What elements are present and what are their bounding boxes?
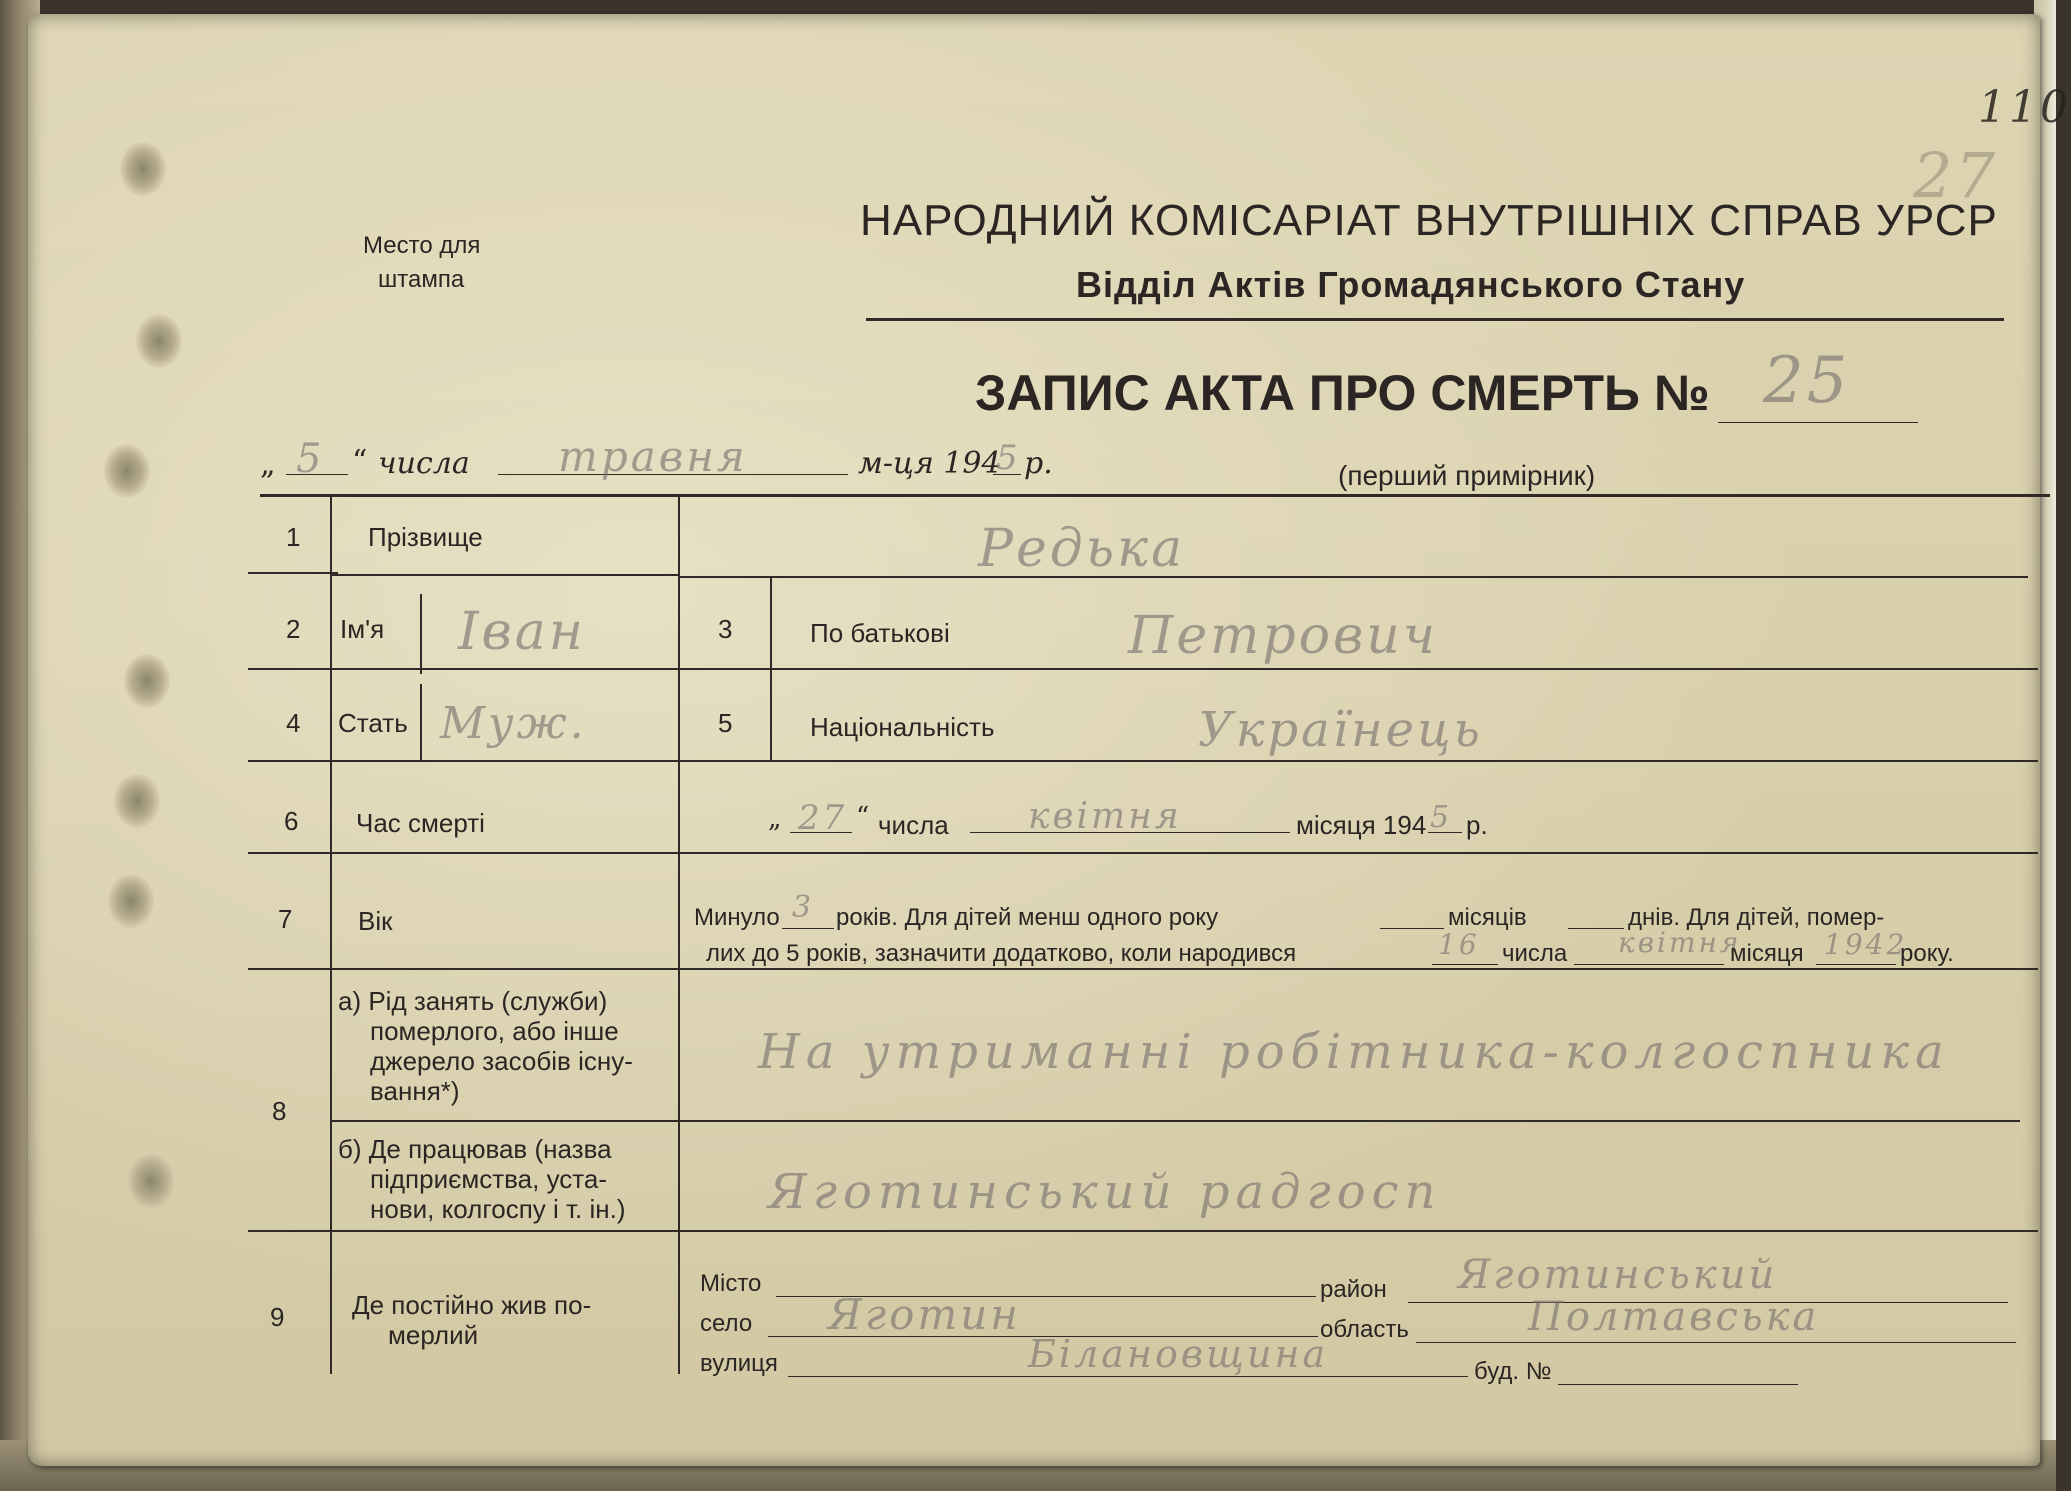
table-num-divider: [330, 494, 332, 1374]
surname-value: Редька: [978, 519, 1186, 579]
ministry-heading: НАРОДНИЙ КОМІСАРІАТ ВНУТРІШНІХ СПРАВ УРСР: [860, 196, 1998, 245]
row-number: 5: [718, 708, 733, 738]
district-value: Яготинський: [1458, 1252, 1778, 1298]
city-label: Місто: [700, 1270, 762, 1297]
punch-hole: [124, 654, 170, 708]
name-gender-divider: [420, 594, 422, 674]
house-label: буд. №: [1474, 1358, 1552, 1385]
date-quote-close: “: [352, 444, 368, 479]
street-value: Білановщина: [1028, 1332, 1329, 1376]
gender-value: Муж.: [440, 698, 587, 749]
age-years-value: 3: [792, 890, 815, 925]
born-month-line: [1574, 964, 1724, 965]
residence-label-line: Де постійно жив по-: [352, 1290, 592, 1320]
age-text: днів. Для дітей, помер-: [1628, 904, 1885, 931]
death-day-value: 27: [798, 798, 848, 838]
workplace-value: Яготинський радгосп: [768, 1164, 1442, 1220]
district-label: район: [1320, 1276, 1387, 1303]
residence-label-line: мерлий: [388, 1320, 479, 1350]
death-month-label: місяця 194: [1296, 810, 1427, 840]
stamp-place-label: Место для: [363, 232, 481, 259]
date-month-label: м-ця 194: [858, 446, 1001, 481]
stamp-place-label-2: штампа: [378, 266, 465, 293]
punch-hole: [128, 1154, 174, 1208]
row-divider: [330, 1120, 2020, 1122]
death-day-label: числа: [878, 810, 949, 840]
row-number: 3: [718, 614, 733, 644]
workplace-label-line: б) Де працював (назва: [338, 1134, 612, 1164]
nationality-value: Українець: [1198, 702, 1483, 758]
region-line: [1416, 1342, 2016, 1343]
archive-folio-mark: 110: [1978, 82, 2071, 133]
workplace-label: [338, 1134, 626, 1224]
occupation-label: [338, 986, 633, 1106]
age-label: Вік: [358, 906, 393, 936]
row-divider: [678, 576, 2028, 578]
age-text: числа: [1502, 940, 1568, 967]
row-divider: [248, 668, 2038, 670]
age-text: лих до 5 років, зазначити додатково, коли народився: [706, 940, 1297, 967]
punch-hole: [136, 314, 182, 368]
row-divider: [248, 572, 338, 574]
gender-label: Стать: [338, 708, 408, 738]
age-text: місяців: [1448, 904, 1527, 931]
occupation-value: На утриманні робітника-колгоспника: [758, 1024, 1950, 1080]
workplace-label-line: нови, колгоспу і т. ін.): [370, 1194, 626, 1224]
first-name-label: Ім'я: [340, 614, 385, 644]
age-text: місяця: [1730, 940, 1804, 967]
table-top-border: [260, 494, 2050, 497]
heading-rule: [866, 318, 2004, 321]
name-gender-divider: [420, 684, 422, 760]
date-day-value: 5: [296, 436, 325, 482]
occupation-label-line: джерело засобів існу-: [370, 1046, 633, 1076]
born-day-line: [1432, 964, 1498, 965]
date-quote-open: „: [260, 447, 276, 482]
row-divider: [248, 968, 2038, 970]
occupation-label-line: померлого, або інше: [370, 1016, 619, 1046]
region-label: область: [1320, 1316, 1409, 1343]
department-heading: Відділ Актів Громадянського Стану: [1076, 264, 1746, 305]
village-label: село: [700, 1310, 753, 1337]
death-month-value: квітня: [1028, 796, 1182, 837]
patronymic-label: По батькові: [810, 618, 950, 648]
death-time-label: Час смерті: [356, 808, 485, 838]
date-year-value: 5: [996, 438, 1021, 478]
death-quote-open: „: [768, 804, 782, 834]
street-line: [788, 1376, 1468, 1377]
punch-hole: [108, 874, 154, 928]
date-day-label: числа: [378, 446, 470, 481]
row-number: 9: [270, 1302, 285, 1332]
nationality-label: Національність: [810, 712, 995, 742]
village-value: Яготин: [828, 1290, 1021, 1339]
surname-label: Прізвище: [368, 522, 483, 552]
born-year-line: [1816, 964, 1896, 965]
row-number: 7: [278, 904, 293, 934]
table-label-divider: [678, 494, 680, 1374]
punch-hole: [120, 142, 166, 196]
age-days-line: [1568, 928, 1624, 929]
row-number: 4: [286, 708, 301, 738]
born-month-value: квітня: [1618, 926, 1742, 959]
residence-label: [352, 1290, 591, 1350]
date-month-value: травня: [558, 432, 748, 481]
age-text: Минуло: [694, 904, 780, 931]
house-line: [1558, 1384, 1798, 1385]
born-day-value: 16: [1438, 928, 1480, 961]
copy-note: (перший примірник): [1338, 460, 1596, 491]
punch-hole: [114, 774, 160, 828]
age-text: року.: [1900, 940, 1954, 967]
occupation-label-line: вання*): [370, 1076, 460, 1106]
archive-number-mark: 27: [1913, 139, 1998, 212]
age-months-line: [1380, 928, 1444, 929]
age-years-line: [782, 928, 834, 929]
record-number: 25: [1763, 344, 1851, 418]
date-year-suffix: р.: [1024, 446, 1053, 481]
row-number: 6: [284, 806, 299, 836]
age-text: років. Для дітей менш одного року: [836, 904, 1219, 931]
death-year-suffix: р.: [1466, 810, 1488, 840]
row-divider: [248, 1230, 2038, 1232]
street-label: вулиця: [700, 1350, 778, 1377]
row-number: 1: [286, 522, 301, 552]
row-number: 2: [286, 614, 301, 644]
record-number-line: [1718, 422, 1918, 423]
right-num-divider: [770, 576, 772, 760]
row-number: 8: [272, 1096, 287, 1126]
born-year-value: 1942: [1824, 928, 1908, 961]
death-record-form: [28, 14, 2071, 1466]
region-value: Полтавська: [1528, 1294, 1820, 1340]
row-divider: [248, 852, 2038, 854]
death-year-value: 5: [1430, 800, 1453, 835]
patronymic-value: Петрович: [1128, 606, 1439, 666]
row-divider: [248, 760, 2038, 762]
death-quote-close: “: [856, 802, 870, 832]
punch-hole: [104, 444, 150, 498]
row-divider: [330, 574, 680, 576]
occupation-label-line: а) Рід занять (служби): [338, 986, 608, 1016]
first-name-value: Іван: [458, 602, 587, 662]
workplace-label-line: підприємства, уста-: [370, 1164, 608, 1194]
record-title: ЗАПИС АКТА ПРО СМЕРТЬ №: [975, 365, 1710, 421]
